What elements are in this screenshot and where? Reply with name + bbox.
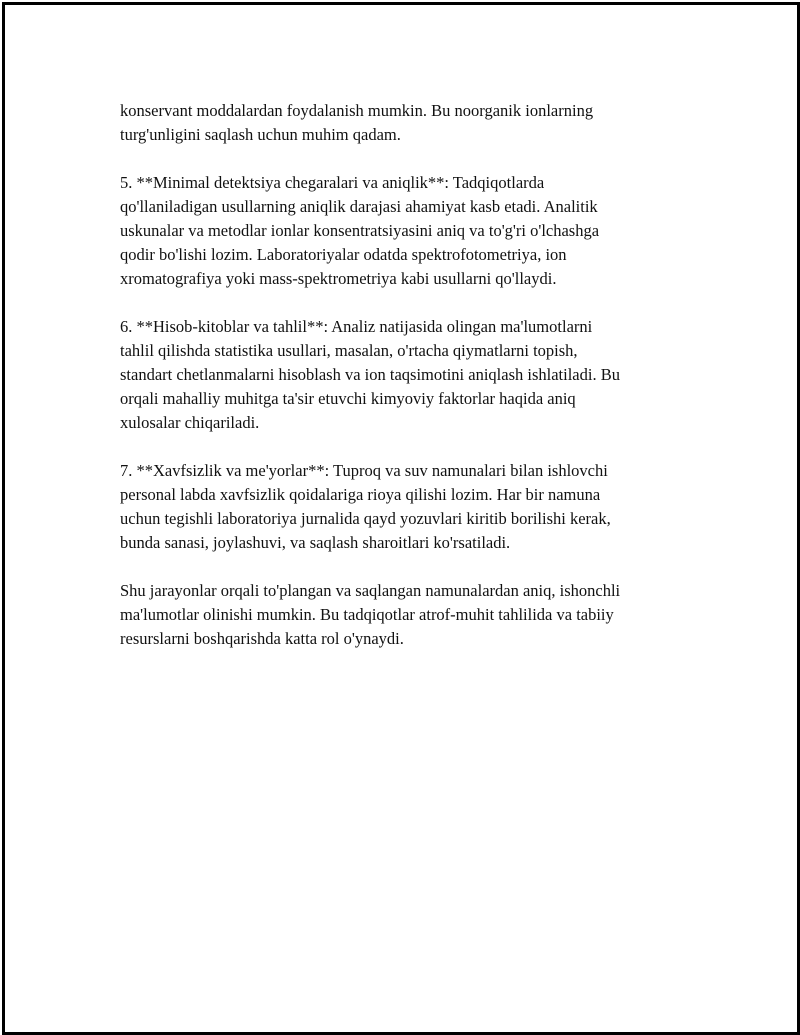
document-body <box>120 99 695 675</box>
paragraph-item-7: 7. **Xavfsizlik va me'yorlar**: Tuproq va suv namunalari bilan ishlovchi personal labda xavfsizlik qoidalariga rioya qilishi lozim. Har bir namuna uchun tegishli laboratoriya jurnalida qayd yozuvlari kiritib borilishi kerak, bunda sanasi, joylashuvi, va saqlash sharoitlari ko'rsatiladi. <box>120 461 611 552</box>
paragraph-item-5: 5. **Minimal detektsiya chegaralari va aniqlik**: Tadqiqotlarda qo'llaniladigan usullarning aniqlik darajasi ahamiyat kasb etadi. Analitik uskunalar va metodlar ionlar konsentratsiyasini aniq va to'g'ri o'lchashga qodir bo'lishi lozim. Laboratoriyalar odatda spektrofotometriya, ion xromatografiya yoki mass-spektrometriya kabi usullarni qo'llaydi. <box>120 173 600 288</box>
paragraph-continuation: konservant moddalardan foydalanish mumkin. Bu noorganik ionlarning turg'unligini saqlash uchun muhim qadam. <box>120 101 594 144</box>
paragraph-conclusion: Shu jarayonlar orqali to'plangan va saqlangan namunalardan aniq, ishonchli ma'lumotlar olinishi mumkin. Bu tadqiqotlar atrof-muhit tahlilida va tabiiy resurslarni boshqarishda katta rol o'ynaydi. <box>120 581 621 648</box>
document-page <box>2 2 800 1035</box>
paragraph-item-6: 6. **Hisob-kitoblar va tahlil**: Analiz natijasida olingan ma'lumotlarni tahlil qilishda statistika usullari, masalan, o'rtacha qiymatlarni topish, standart chetlanmalarni hisoblash va ion taqsimotini aniqlash ishlatiladi. Bu orqali mahalliy muhitga ta'sir etuvchi kimyoviy faktorlar haqida aniq xulosalar chiqariladi. <box>120 317 620 432</box>
